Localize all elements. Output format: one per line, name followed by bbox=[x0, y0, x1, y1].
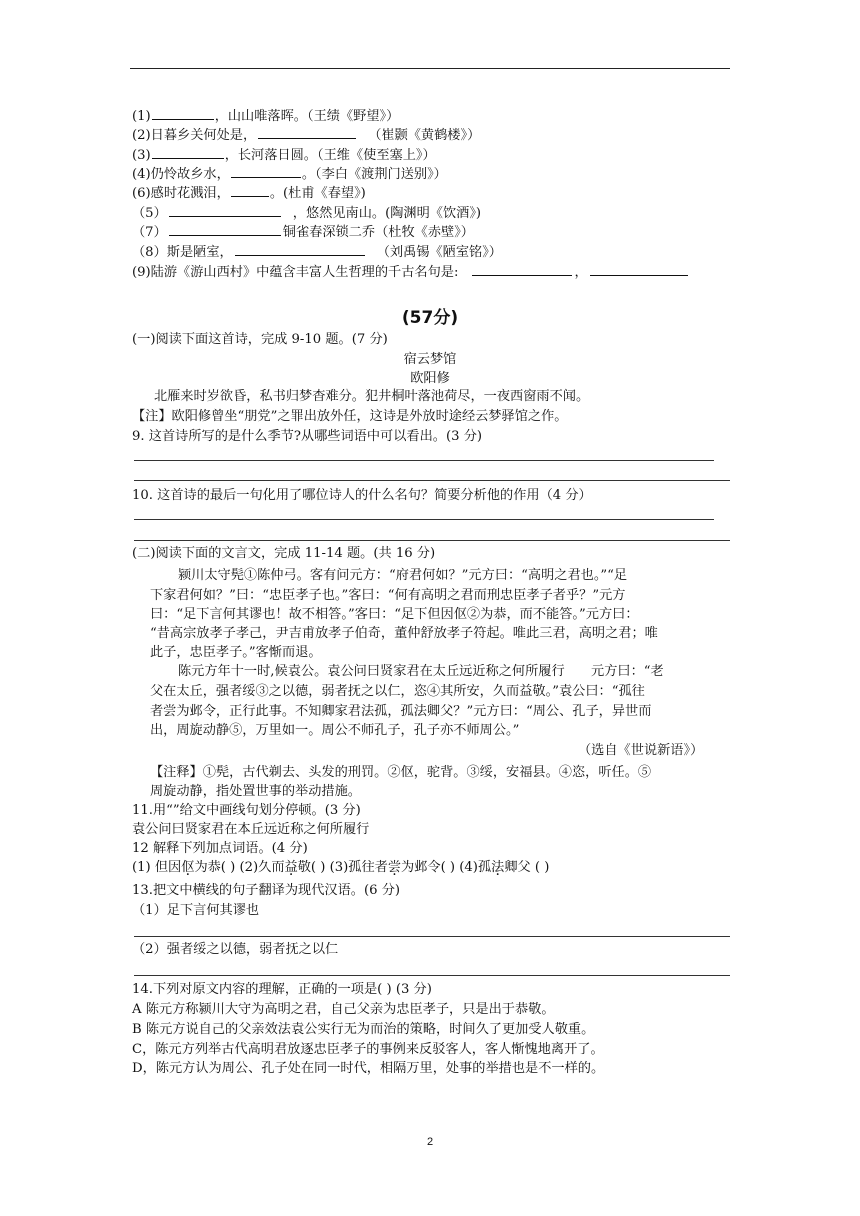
answer-blank[interactable] bbox=[231, 183, 269, 197]
answer-blank[interactable] bbox=[472, 262, 572, 276]
option-a: A 陈元方称颍川大守为高明之君，自己父亲为忠臣孝子，只是出于恭敬。 bbox=[132, 1002, 555, 1017]
passage-source: （选自《世说新语》） bbox=[578, 743, 704, 758]
poem-title: 宿云梦馆 bbox=[403, 352, 457, 367]
passage-line: 父在太丘，强者绥③之以德，弱者抚之以仁，恣④其所安，久而益敬。”袁公曰：“孤往 bbox=[150, 684, 645, 699]
annotation-line: 【注释】①髡，古代剃去、头发的刑罚。②伛，驼背。③绥，安福县。④恣，听任。⑤ bbox=[150, 765, 652, 780]
passage-line: 下家君何如？”曰：“忠臣孝子也。”客曰：“何有高明之君而刑忠臣孝子者乎？”元方 bbox=[150, 588, 626, 603]
question-14: 14.下列对原文内容的理解，正确的一项是( ) (3 分) bbox=[132, 982, 432, 997]
fill-item-2 bbox=[132, 125, 480, 145]
fill-item-8 bbox=[132, 242, 502, 262]
answer-line[interactable] bbox=[134, 460, 714, 461]
section-score: (57分) bbox=[401, 308, 459, 328]
fill-item-6-prefix: (6)感时花溅泪， bbox=[132, 186, 230, 201]
fill-item-4-prefix: (4)仍怜故乡水， bbox=[132, 167, 230, 182]
fill-item-4-suffix: 。（李白《渡荆门送别》） bbox=[301, 167, 447, 182]
fill-item-1 bbox=[132, 106, 399, 126]
passage-line: 出，周旋动静⑤，万里如一。周公不师孔子，孔子亦不师周公。” bbox=[150, 723, 520, 738]
answer-line[interactable] bbox=[134, 480, 730, 481]
answer-blank[interactable] bbox=[231, 164, 301, 178]
header-rule bbox=[130, 68, 730, 69]
fill-item-5 bbox=[132, 203, 481, 223]
answer-line[interactable] bbox=[134, 519, 714, 520]
passage-line: “昔高宗放孝子孝己，尹吉甫放孝子伯奇，董仲舒放孝子符起。唯此三君，高明之君；唯 bbox=[150, 626, 658, 641]
dotted-word: 法 bbox=[491, 860, 505, 875]
poem-author: 欧阳修 bbox=[410, 371, 450, 386]
part1-intro: (一)阅读下面这首诗，完成 9-10 题。(7 分) bbox=[132, 332, 388, 347]
dotted-word: 尝 bbox=[387, 860, 402, 875]
option-b: B 陈元方说自己的父亲效法袁公实行无为而治的策略，时间久了更加受人敬重。 bbox=[132, 1022, 595, 1037]
passage-line: 陈元方年十一时,候袁公。袁公问曰贤家君在太丘远近称之何所履行 元方曰：“老 bbox=[178, 664, 664, 679]
poem-note: 【注】欧阳修曾坐“朋党”之罪出放外任，这诗是外放时途经云梦驿馆之作。 bbox=[132, 409, 568, 424]
fill-item-9 bbox=[132, 262, 690, 282]
fill-item-9-prompt: (9)陆游《游山西村》中蕴含丰富人生哲理的千古名句是: bbox=[132, 265, 459, 280]
passage-line: 此子，忠臣孝子。”客惭而退。 bbox=[150, 645, 322, 660]
answer-line[interactable] bbox=[134, 540, 730, 541]
question-13-item-2: （2）强者绥之以德，弱者抚之以仁 bbox=[132, 942, 339, 957]
q12-text: 卿父 ( ) bbox=[504, 860, 550, 875]
q12-text: 为恭( ) (2)久而 bbox=[194, 860, 285, 875]
answer-line[interactable] bbox=[134, 936, 730, 937]
q12-text: (1) 但因 bbox=[132, 860, 182, 875]
question-11-sentence: 袁公问曰贤家君在本丘远近称之何所履行 bbox=[132, 822, 370, 837]
dotted-word: 益 bbox=[284, 860, 298, 875]
fill-item-6-suffix: 。(杜甫《春望》) bbox=[269, 186, 366, 201]
fill-item-4 bbox=[132, 164, 447, 184]
fill-item-5-prefix: （5） bbox=[132, 206, 167, 221]
fill-item-2-suffix: （崔颢《黄鹤楼》） bbox=[368, 128, 481, 143]
passage-line: 曰：“足下言何其谬也！故不相答。”客曰：“足下但因伛②为恭，而不能答。”元方曰： bbox=[150, 607, 639, 622]
answer-blank[interactable] bbox=[169, 203, 281, 217]
answer-blank[interactable] bbox=[152, 145, 224, 159]
q12-text: 为邺令( ) (4)孤 bbox=[401, 860, 492, 875]
question-12-items bbox=[132, 858, 549, 877]
question-9: 9. 这首诗所写的是什么季节?从哪些词语中可以看出。(3 分) bbox=[132, 429, 483, 444]
question-13: 13.把文中横线的句子翻译为现代汉语。(6 分) bbox=[132, 883, 401, 898]
fill-item-6 bbox=[132, 183, 366, 203]
poem-text: 北雁来时岁欲昏，私书归梦杳难分。犯井桐叶落池荷尽，一夜西窗雨不闻。 bbox=[154, 389, 590, 404]
answer-line[interactable] bbox=[134, 975, 730, 976]
fill-item-3-suffix: ，长河落日圆。（王维《使至塞上》） bbox=[224, 148, 436, 163]
dotted-word: 伛 bbox=[181, 860, 195, 875]
fill-item-1-suffix: ，山山唯落晖。（王绩《野望》） bbox=[214, 109, 400, 124]
part2-intro: (二)阅读下面的文言文，完成 11-14 题。(共 16 分) bbox=[132, 546, 436, 561]
question-10: 10. 这首诗的最后一句化用了哪位诗人的什么名句？简要分析他的作用（4 分） bbox=[132, 488, 592, 503]
answer-blank[interactable] bbox=[235, 242, 365, 256]
fill-item-7 bbox=[132, 222, 474, 242]
fill-item-1-prefix: (1) bbox=[132, 109, 151, 124]
q12-text: 敬( ) (3)孤往者 bbox=[297, 860, 388, 875]
fill-item-3-prefix: (3) bbox=[132, 148, 151, 163]
option-d: D，陈元方认为周公、孔子处在同一时代，相隔万里，处事的举措也是不一样的。 bbox=[132, 1061, 605, 1076]
fill-item-5-suffix: ，悠然见南山。(陶渊明《饮酒》) bbox=[292, 206, 482, 221]
annotation-line: 周旋动静，指处置世事的举动措施。 bbox=[150, 784, 361, 799]
fill-item-3 bbox=[132, 145, 436, 165]
fill-item-7-prefix: （7） bbox=[132, 225, 167, 240]
fill-item-2-prefix: (2)日暮乡关何处是， bbox=[132, 128, 257, 143]
answer-blank[interactable] bbox=[258, 125, 356, 139]
fill-item-7-suffix: 铜雀春深锁二乔（杜牧《赤壁》） bbox=[282, 225, 474, 240]
passage-line: 颍川太守髡①陈仲弓。客有问元方：“府君何如？”元方曰：“高明之君也。”“足 bbox=[178, 568, 628, 583]
question-11: 11.用“”给文中画线句划分停顿。(3 分) bbox=[132, 803, 361, 818]
fill-item-8-prefix: （8）斯是陋室， bbox=[132, 245, 233, 260]
answer-blank[interactable] bbox=[169, 222, 281, 236]
answer-blank[interactable] bbox=[152, 106, 214, 120]
passage-line: 者尝为邺令，正行此事。不知卿家君法孤，孤法卿父？”元方曰：“周公、孔子，异世而 bbox=[150, 704, 652, 719]
page-number: 2 bbox=[426, 1136, 434, 1148]
fill-item-8-suffix: （刘禹锡《陋室铭》） bbox=[376, 245, 502, 260]
answer-blank[interactable] bbox=[590, 262, 688, 276]
question-12: 12 解释下列加点词语。(4 分) bbox=[132, 841, 308, 856]
option-c: C，陈元方列举古代高明君放逐忠臣孝子的事例来反驳客人，客人惭愧地离开了。 bbox=[132, 1042, 604, 1057]
question-13-item-1: （1）足下言何其谬也 bbox=[132, 903, 260, 918]
fill-item-9-comma: ， bbox=[574, 265, 588, 280]
